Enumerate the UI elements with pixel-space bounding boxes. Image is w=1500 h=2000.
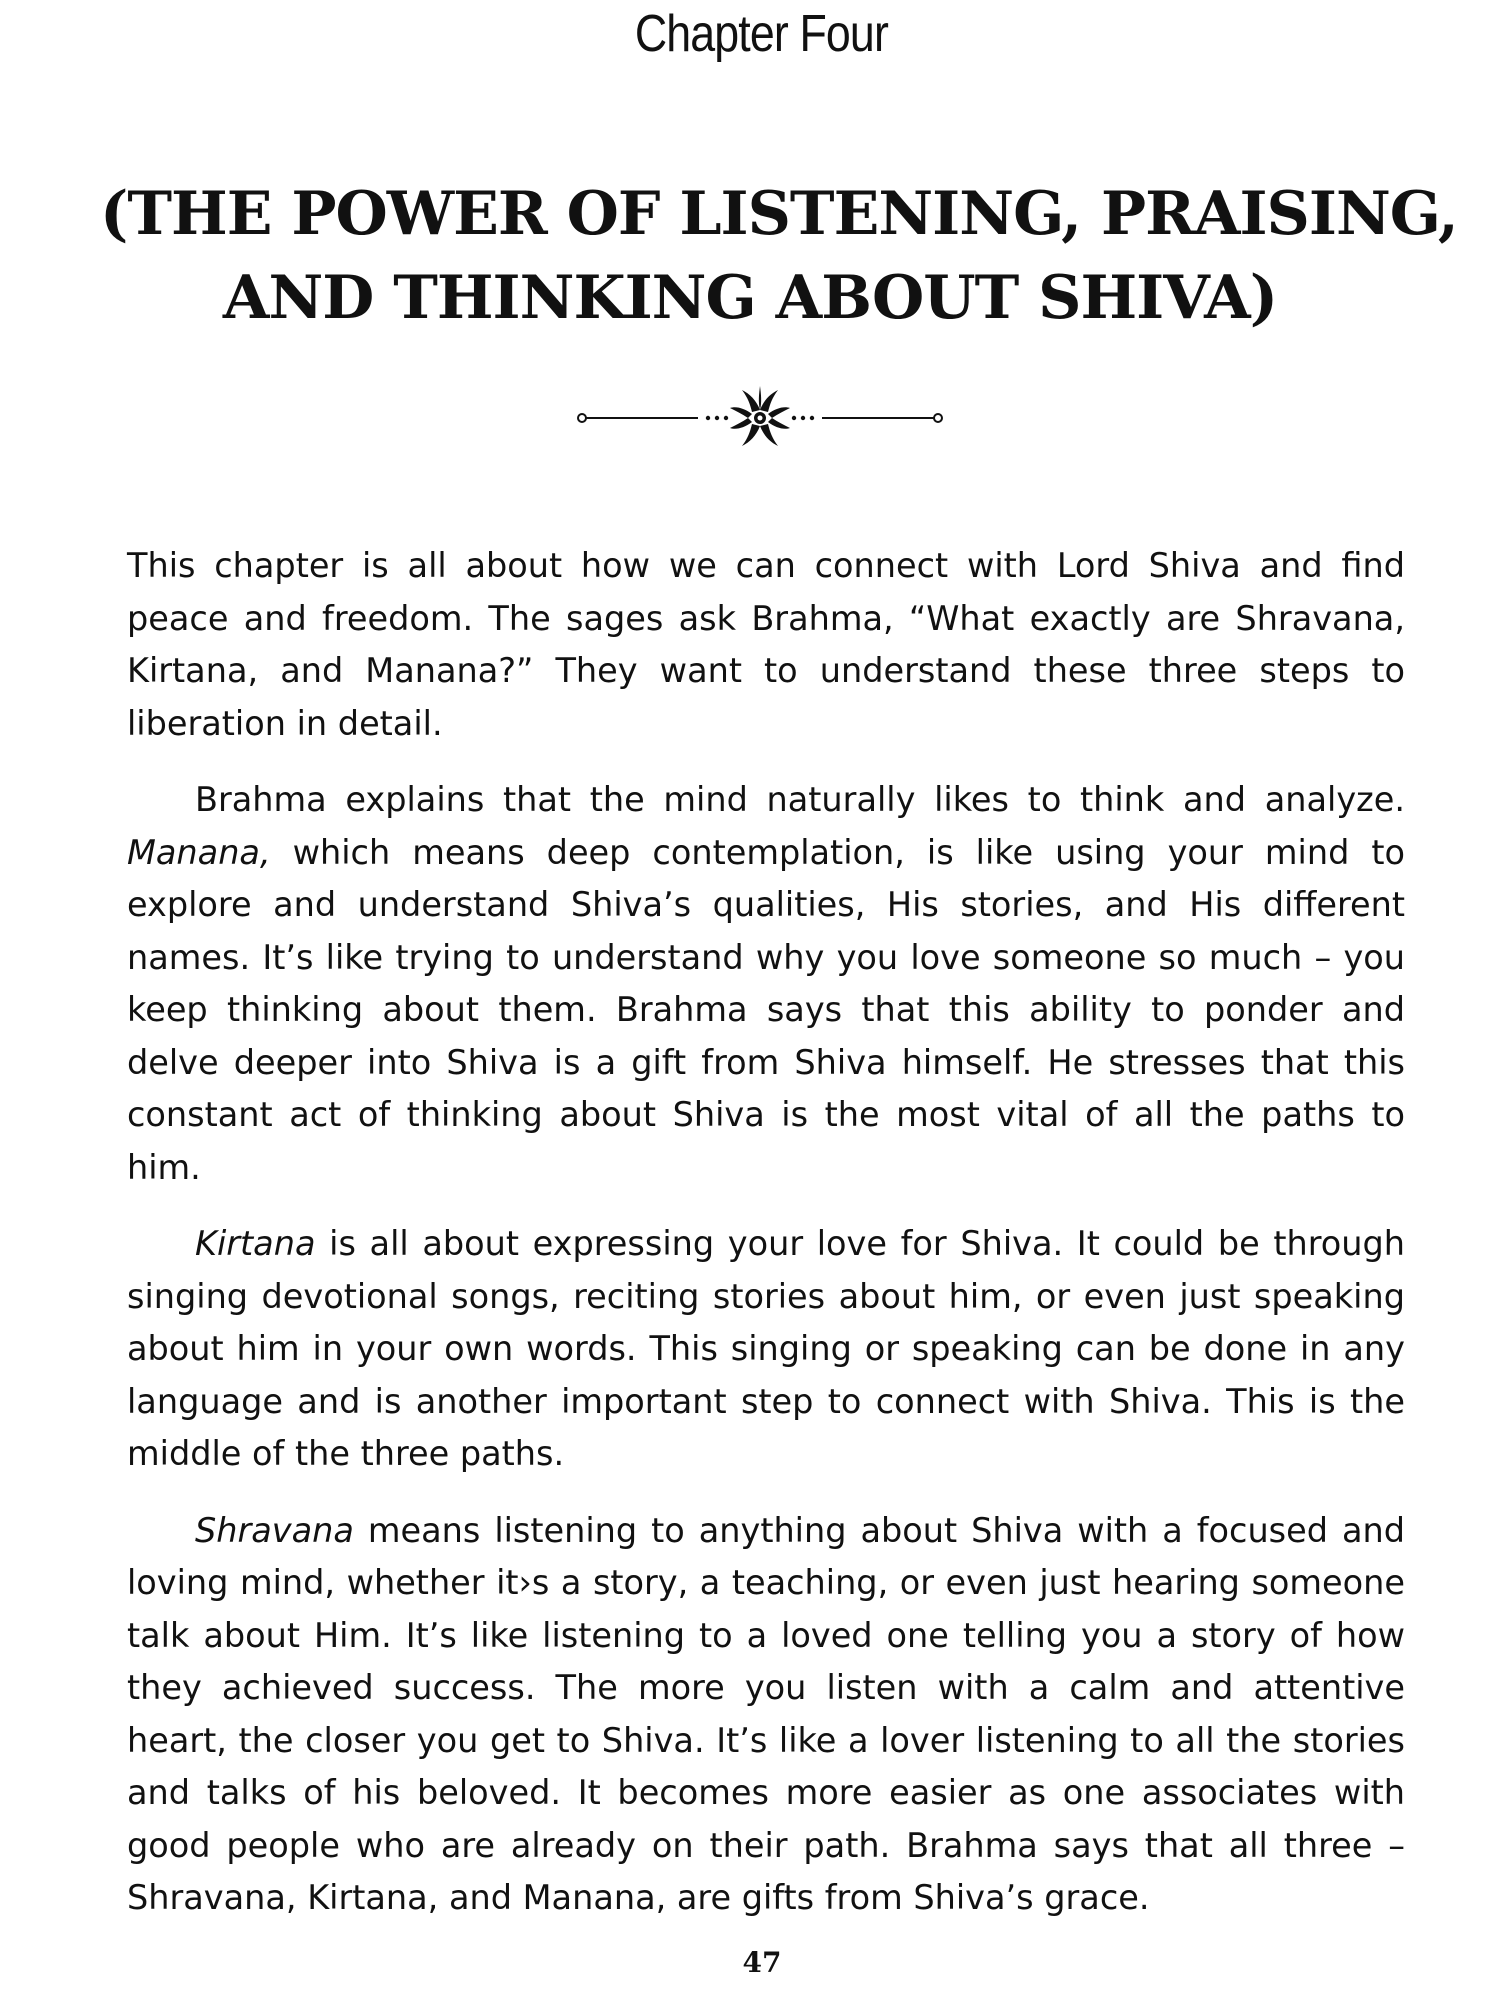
chapter-title-line-2: AND THINKING ABOUT SHIVA) xyxy=(222,263,1278,333)
chapter-body xyxy=(127,540,1405,1949)
paragraph-shravana-text: means listening to anything about Shiva with a focused and loving mind, whether it›s a story, a teaching, or even just hearing someone talk about Him. It’s like listening to a loved one telling you a story of how they achieved success. The more you listen with a calm and attentive heart, the closer you get to Shiva. It’s like a lover listening to all the stories and talks of his beloved. It becomes more easier as one associates with good people who are already on their path. Brahma says that all three – Shravana, Kirtana, and Manana, are gifts from Shiva’s grace. xyxy=(127,1510,1405,1917)
chapter-title xyxy=(100,172,1458,340)
paragraph-intro: This chapter is all about how we can connect with Lord Shiva and find peace and freedom. The sages ask Brahma, “What exactly are Shravana, Kirtana, and Manana?” They want to understand these three steps to liberation in detail. xyxy=(127,546,1405,743)
paragraph-manana-text: which means deep contemplation, is like using your mind to explore and understand Shiva’s qualities, His stories, and His different names. It’s like trying to understand why you love someone so much – you keep thinking about them. Brahma says that this ability to ponder and delve deeper into Shiva is a gift from Shiva himself. He stresses that this constant act of thinking about Shiva is the most vital of all the paths to him. xyxy=(127,832,1405,1187)
chapter-title-line-1: (THE POWER OF LISTENING, PRAISING, xyxy=(100,179,1458,249)
term-shravana: Shravana xyxy=(195,1510,354,1550)
paragraph-manana-intro: Brahma explains that the mind naturally likes to think and analyze. xyxy=(195,780,1405,819)
chapter-label: Chapter Four xyxy=(634,5,888,63)
paragraph-shravana xyxy=(127,1505,1405,1925)
paragraph-kirtana-text: is all about expressing your love for Shiva. It could be through singing devotional songs, reciting stories about him, or even just speaking about him in your own words. This singing or speaking can be done in any language and is another important step to connect with Shiva. This is the middle of the three paths. xyxy=(127,1224,1405,1473)
term-kirtana: Kirtana xyxy=(195,1224,316,1263)
page-number: 47 xyxy=(742,1946,782,1979)
paragraph-kirtana xyxy=(127,1218,1405,1481)
floral-divider-icon xyxy=(560,378,960,448)
paragraph-manana xyxy=(127,774,1405,1194)
term-manana: Manana, xyxy=(127,832,271,872)
